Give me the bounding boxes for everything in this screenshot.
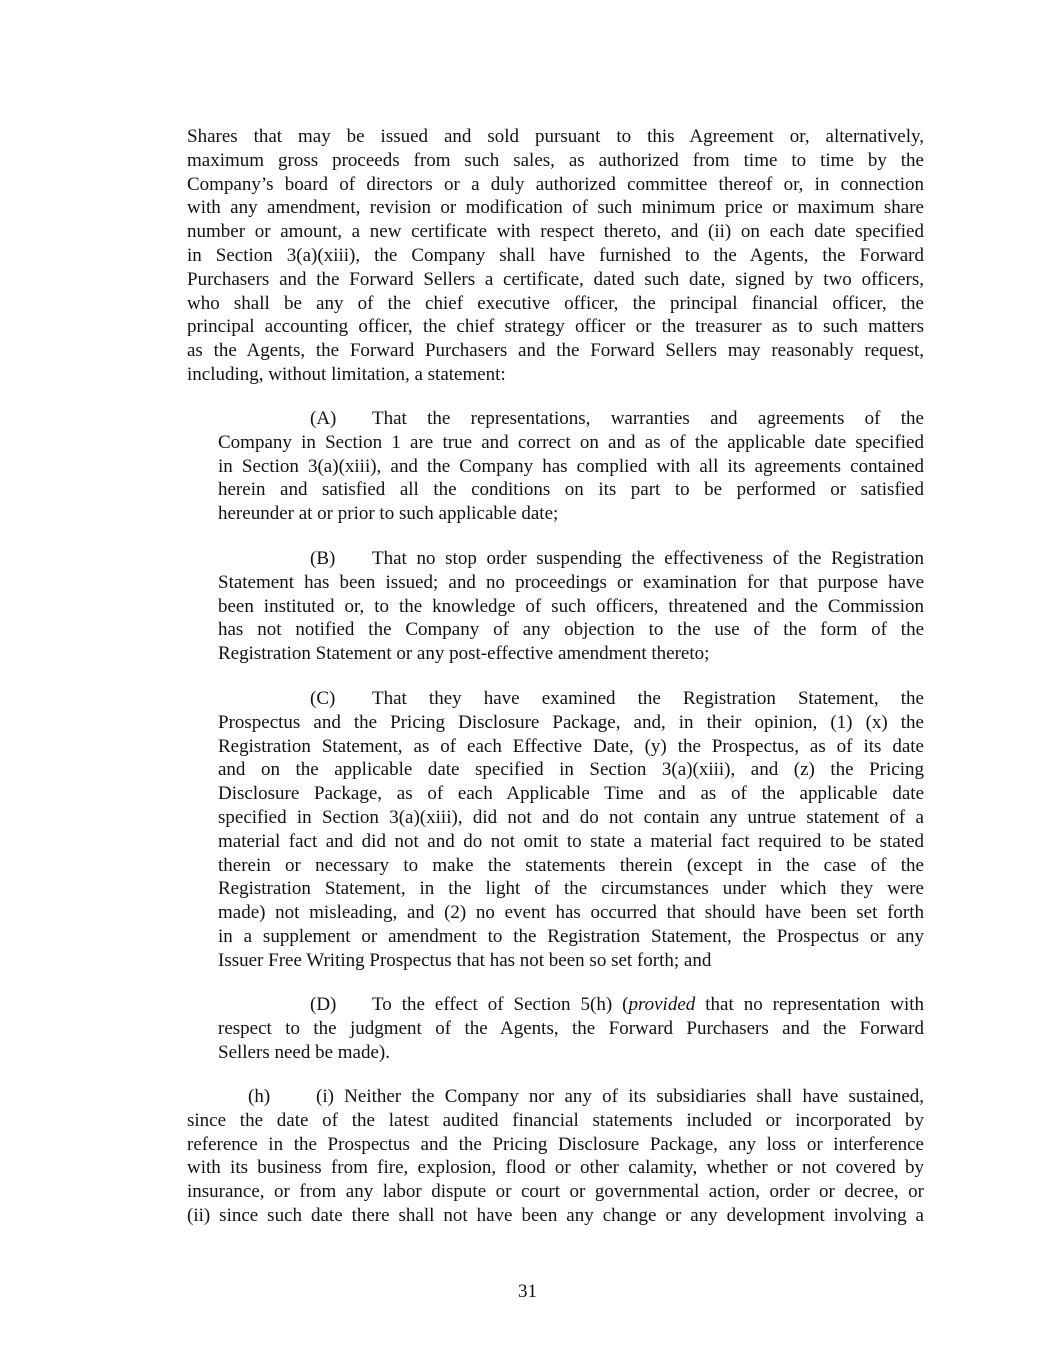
text-line: with its business from fire, explosion, flood or other calamity, whether or not covered by: [187, 1157, 924, 1179]
paragraph-label: (C): [310, 688, 336, 709]
text-line: Registration Statement, as of each Effective Date, (y) the Prospectus, as of its date: [218, 735, 924, 757]
paragraph-label: (B): [310, 548, 336, 569]
line-text: That the representations, warranties and agreements of the: [372, 408, 924, 429]
paragraph-main: [187, 125, 924, 387]
paragraph-c: [218, 687, 924, 973]
text-line: Registration Statement or any post-effective amendment thereto;: [218, 643, 710, 665]
paragraph-label: (h): [248, 1086, 271, 1107]
text-line: Registration Statement, in the light of the circumstances under which they were: [218, 878, 924, 900]
text-line: Company’s board of directors or a duly authorized committee thereof or, in connection: [187, 173, 924, 195]
text-line: specified in Section 3(a)(xiii), did not and do not contain any untrue statement of a: [218, 806, 924, 828]
text-line: [218, 993, 924, 1017]
text-line: Statement has been issued; and no proceedings or examination for that purpose have: [218, 571, 924, 593]
text-line: reference in the Prospectus and the Pricing Disclosure Package, any loss or interference: [187, 1133, 924, 1155]
text-line: principal accounting officer, the chief strategy officer or the treasurer as to such matters: [187, 316, 924, 338]
text-line: as the Agents, the Forward Purchasers and the Forward Sellers may reasonably request,: [187, 340, 924, 362]
paragraph-label: (D): [310, 994, 337, 1015]
text-line: respect to the judgment of the Agents, the Forward Purchasers and the Forward: [218, 1017, 924, 1039]
text-line: Disclosure Package, as of each Applicable Time and as of the applicable date: [218, 783, 924, 805]
text-line: has not notified the Company of any objection to the use of the form of the: [218, 619, 924, 641]
text-line: (ii) since such date there shall not have been any change or any development involving a: [187, 1204, 924, 1226]
paragraph-h: [187, 1085, 924, 1228]
line-text: That no stop order suspending the effectiveness of the Registration: [372, 548, 924, 569]
text-line: Issuer Free Writing Prospectus that has not been so set forth; and: [218, 949, 712, 971]
text-line: Purchasers and the Forward Sellers a certificate, dated such date, signed by two officers,: [187, 268, 924, 290]
text-line: been instituted or, to the knowledge of such officers, threatened and the Commission: [218, 595, 924, 617]
text-line: with any amendment, revision or modification of such minimum price or maximum share: [187, 197, 924, 219]
paragraph-a: [218, 407, 924, 526]
text-line: Shares that may be issued and sold pursuant to this Agreement or, alternatively,: [187, 126, 924, 147]
line-text: (i) Neither the Company nor any of its subsidiaries shall have sustained,: [316, 1086, 924, 1107]
page-number: 31: [518, 1281, 537, 1302]
paragraph-b: [218, 547, 924, 666]
line-text: That they have examined the Registration Statement, the: [372, 688, 924, 709]
text-line: maximum gross proceeds from such sales, as authorized from time to time by the: [187, 149, 924, 171]
text-line: [218, 547, 924, 571]
text-line: number or amount, a new certificate with respect thereto, and (ii) on each date specified: [187, 221, 924, 243]
line-segment: that no representation with: [695, 994, 924, 1015]
text-line: who shall be any of the chief executive officer, the principal financial officer, the: [187, 292, 924, 314]
text-line: in Section 3(a)(xiii), the Company shall have furnished to the Agents, the Forward: [187, 244, 924, 266]
text-line: and on the applicable date specified in Section 3(a)(xiii), and (z) the Pricing: [218, 759, 924, 781]
text-line: since the date of the latest audited financial statements included or incorporated by: [187, 1109, 924, 1131]
text-line: Company in Section 1 are true and correct on and as of the applicable date specified: [218, 431, 924, 453]
text-line: therein or necessary to make the statements therein (except in the case of the: [218, 854, 924, 876]
text-line: [218, 687, 924, 711]
text-line: in a supplement or amendment to the Registration Statement, the Prospectus or any: [218, 925, 924, 947]
text-line: in Section 3(a)(xiii), and the Company has complied with all its agreements contained: [218, 455, 924, 477]
text-line: insurance, or from any labor dispute or court or governmental action, order or decree, or: [187, 1181, 924, 1203]
text-line: material fact and did not and do not omit to state a material fact required to be stated: [218, 830, 924, 852]
text-line: hereunder at or prior to such applicable date;: [218, 503, 559, 525]
text-line: herein and satisfied all the conditions on its part to be performed or satisfied: [218, 479, 924, 501]
line-segment: To the effect of Section 5(h) (: [372, 994, 629, 1015]
paragraph-label: (A): [310, 408, 337, 429]
text-line: including, without limitation, a statement:: [187, 363, 506, 385]
italic-term: provided: [628, 994, 696, 1015]
text-line: [187, 1085, 924, 1109]
text-line: [218, 407, 924, 431]
line-text: [372, 993, 924, 1017]
text-line: Sellers need be made).: [218, 1041, 390, 1063]
paragraph-d: [218, 993, 924, 1064]
text-line: made) not misleading, and (2) no event has occurred that should have been set forth: [218, 902, 924, 924]
text-line: Prospectus and the Pricing Disclosure Package, and, in their opinion, (1) (x) the: [218, 711, 924, 733]
